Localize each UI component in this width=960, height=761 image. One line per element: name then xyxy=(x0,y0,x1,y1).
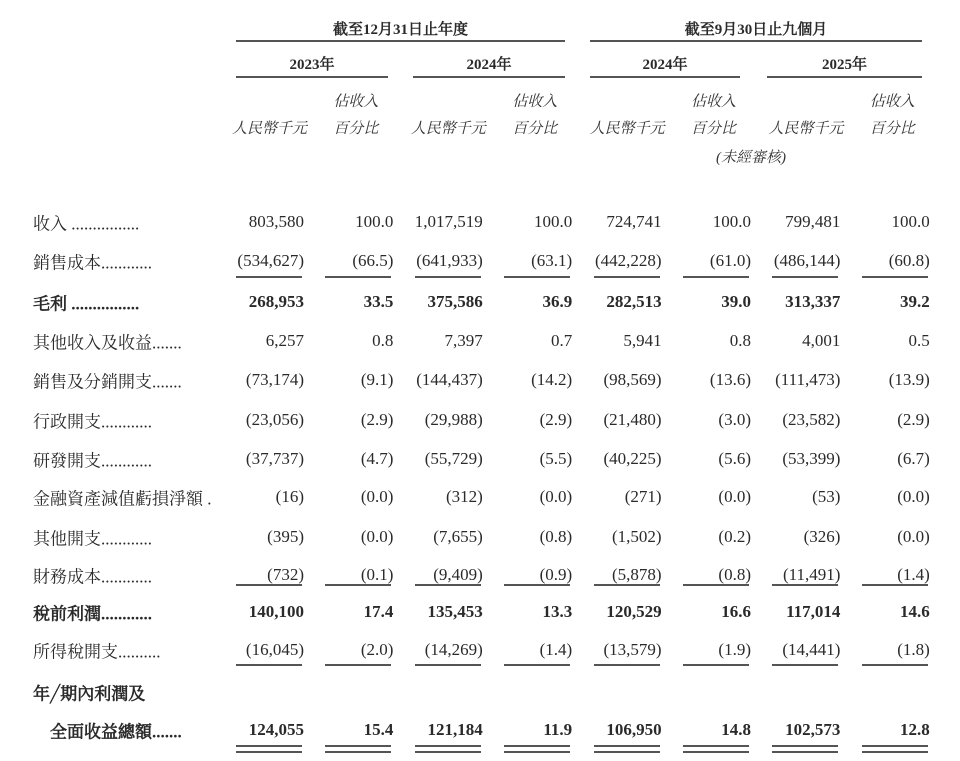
underline xyxy=(683,584,749,586)
table-cell: 6,257 xyxy=(265,331,304,350)
table-cell: (16,045) xyxy=(245,640,304,659)
table-cell: (0.8) xyxy=(718,565,751,584)
year-header: 2023年 xyxy=(289,57,335,73)
table-cell: (1.9) xyxy=(718,640,751,659)
row-label: 銷售成本............ xyxy=(33,253,152,273)
table-cell: (21,480) xyxy=(603,410,662,429)
divider xyxy=(413,76,565,78)
table-cell: 100.0 xyxy=(891,212,930,231)
table-cell: (13.9) xyxy=(888,370,930,389)
year-header: 2025年 xyxy=(821,57,867,73)
table-cell: (53,399) xyxy=(782,449,841,468)
table-cell: (53) xyxy=(812,487,841,506)
underline xyxy=(862,276,928,278)
double-underline xyxy=(325,751,391,753)
row-label: 財務成本............ xyxy=(33,567,152,587)
table-cell: 120,529 xyxy=(606,602,662,621)
table-cell: (14,441) xyxy=(782,640,841,659)
table-cell: (5.5) xyxy=(539,449,573,468)
table-cell: (0.0) xyxy=(360,487,394,506)
table-cell: 268,953 xyxy=(248,292,304,311)
underline xyxy=(236,276,302,278)
table-cell: 100.0 xyxy=(533,212,573,231)
table-cell: 135,453 xyxy=(427,602,483,621)
table-cell: (4.7) xyxy=(360,449,394,468)
table-cell: (29,988) xyxy=(424,410,483,429)
underline xyxy=(415,664,481,666)
table-cell: 12.8 xyxy=(900,720,930,739)
underline xyxy=(594,276,660,278)
table-cell: 7,397 xyxy=(444,331,483,350)
table-cell: (61.0) xyxy=(709,251,751,270)
table-cell: (60.8) xyxy=(888,251,930,270)
column-header-pct: 佔收入 xyxy=(333,94,379,110)
column-header-rmb: 人民幣千元 xyxy=(410,121,486,137)
table-cell: (534,627) xyxy=(237,251,304,270)
table-cell: 39.2 xyxy=(900,292,930,311)
table-cell: (0.9) xyxy=(539,565,573,584)
double-underline xyxy=(594,745,660,747)
table-cell: 11.9 xyxy=(543,720,573,739)
table-cell: (13,579) xyxy=(603,640,662,659)
table-cell: (23,056) xyxy=(245,410,304,429)
table-cell: 13.3 xyxy=(542,602,573,621)
column-header-pct: 百分比 xyxy=(333,121,379,137)
table-cell: 15.4 xyxy=(363,720,394,739)
double-underline xyxy=(772,745,838,747)
table-cell: 124,055 xyxy=(248,720,304,739)
unaudited-note: (未經審核) xyxy=(716,150,786,166)
table-cell: 14.6 xyxy=(900,602,930,621)
underline xyxy=(325,276,391,278)
table-cell: 102,573 xyxy=(785,720,841,739)
table-cell: 16.6 xyxy=(721,602,751,621)
double-underline xyxy=(415,751,481,753)
column-header-pct: 百分比 xyxy=(691,121,737,137)
table-cell: (0.2) xyxy=(718,527,751,546)
table-cell: (0.0) xyxy=(897,487,930,506)
underline xyxy=(862,584,928,586)
table-cell: (9,409) xyxy=(433,565,483,584)
table-cell: (2.9) xyxy=(897,410,930,429)
table-cell: (111,473) xyxy=(775,370,841,389)
table-cell: (7,655) xyxy=(433,527,483,546)
table-cell: 117,014 xyxy=(786,602,841,621)
column-header-rmb: 人民幣千元 xyxy=(589,121,665,137)
underline xyxy=(504,664,570,666)
table-cell: (23,582) xyxy=(782,410,841,429)
table-cell: (1.4) xyxy=(897,565,930,584)
table-cell: (641,933) xyxy=(416,251,483,270)
table-cell: (5.6) xyxy=(718,449,751,468)
table-cell: (1.8) xyxy=(897,640,930,659)
table-cell: (395) xyxy=(267,527,304,546)
table-cell: (66.5) xyxy=(352,251,394,270)
double-underline xyxy=(504,751,570,753)
table-cell: (0.1) xyxy=(360,565,394,584)
table-cell: (144,437) xyxy=(416,370,483,389)
table-cell: 106,950 xyxy=(606,720,662,739)
table-cell: (9.1) xyxy=(360,370,394,389)
table-cell: 36.9 xyxy=(542,292,573,311)
table-cell: (312) xyxy=(445,487,483,506)
underline xyxy=(504,584,570,586)
underline xyxy=(594,664,660,666)
table-cell: (98,569) xyxy=(603,370,662,389)
table-cell: (5,878) xyxy=(612,565,662,584)
double-underline xyxy=(862,751,928,753)
underline xyxy=(862,664,928,666)
row-label: 金融資產減值虧損淨額 . xyxy=(33,489,212,509)
table-cell: (732) xyxy=(267,565,304,584)
table-cell: 100.0 xyxy=(355,212,394,231)
table-cell: (0.0) xyxy=(360,527,394,546)
row-label: 全面收益總額....... xyxy=(33,722,182,742)
double-underline xyxy=(415,745,481,747)
table-cell: 803,580 xyxy=(248,212,304,231)
underline xyxy=(504,276,570,278)
table-cell: (13.6) xyxy=(709,370,751,389)
underline xyxy=(772,276,838,278)
underline xyxy=(325,664,391,666)
column-header-pct: 百分比 xyxy=(512,121,558,137)
underline xyxy=(683,664,749,666)
table-cell: (11,491) xyxy=(782,565,841,584)
group-header-nine-months: 截至9月30日止九個月 xyxy=(684,22,828,38)
table-cell: (40,225) xyxy=(603,449,662,468)
underline xyxy=(415,584,481,586)
table-cell: (55,729) xyxy=(424,449,483,468)
table-cell: 0.5 xyxy=(908,331,930,350)
table-cell: (442,228) xyxy=(595,251,662,270)
table-cell: (37,737) xyxy=(245,449,304,468)
table-cell: 14.8 xyxy=(721,720,751,739)
underline xyxy=(325,584,391,586)
underline xyxy=(236,584,302,586)
divider xyxy=(236,40,565,42)
underline xyxy=(236,664,302,666)
double-underline xyxy=(236,745,302,747)
column-header-pct: 百分比 xyxy=(869,121,915,137)
table-cell: (6.7) xyxy=(897,449,930,468)
column-header-pct: 佔收入 xyxy=(512,94,558,110)
divider xyxy=(767,76,922,78)
double-underline xyxy=(862,745,928,747)
table-cell: 0.8 xyxy=(729,331,751,350)
double-underline xyxy=(504,745,570,747)
column-header-rmb: 人民幣千元 xyxy=(768,121,844,137)
group-header-annual: 截至12月31日止年度 xyxy=(332,22,468,38)
table-cell: (0.0) xyxy=(539,487,573,506)
table-cell: 0.7 xyxy=(550,331,573,350)
table-cell: (2.9) xyxy=(360,410,394,429)
underline xyxy=(415,276,481,278)
table-cell: 140,100 xyxy=(248,602,304,621)
double-underline xyxy=(236,751,302,753)
table-cell: (0.0) xyxy=(718,487,751,506)
table-cell: (0.8) xyxy=(539,527,573,546)
table-cell: 100.0 xyxy=(712,212,751,231)
row-label: 稅前利潤............ xyxy=(33,604,152,624)
table-cell: 375,586 xyxy=(427,292,483,311)
divider xyxy=(590,76,740,78)
table-cell: (14.2) xyxy=(531,370,573,389)
table-cell: (486,144) xyxy=(773,251,841,270)
table-cell: (0.0) xyxy=(897,527,930,546)
row-label: 研發開支............ xyxy=(33,451,152,471)
divider xyxy=(236,76,388,78)
table-cell: 5,941 xyxy=(623,331,662,350)
table-cell: 1,017,519 xyxy=(414,212,483,231)
table-cell: 121,184 xyxy=(427,720,483,739)
row-label: 毛利 ................ xyxy=(33,294,140,314)
table-cell: 0.8 xyxy=(372,331,394,350)
column-header-rmb: 人民幣千元 xyxy=(232,121,308,137)
table-cell: 33.5 xyxy=(363,292,394,311)
divider xyxy=(590,40,922,42)
table-cell: 282,513 xyxy=(606,292,662,311)
table-cell: (16) xyxy=(275,487,304,506)
table-cell: 724,741 xyxy=(606,212,662,231)
underline xyxy=(594,584,660,586)
table-cell: (326) xyxy=(803,527,841,546)
row-label: 其他開支............ xyxy=(33,529,152,549)
column-header-pct: 佔收入 xyxy=(869,94,915,110)
underline xyxy=(683,276,749,278)
table-cell: (14,269) xyxy=(424,640,483,659)
table-cell: (1.4) xyxy=(539,640,573,659)
year-header: 2024年 xyxy=(466,57,512,73)
column-header-pct: 佔收入 xyxy=(691,94,737,110)
underline xyxy=(772,664,838,666)
table-cell: 39.0 xyxy=(721,292,751,311)
table-cell: 313,337 xyxy=(785,292,841,311)
double-underline xyxy=(683,745,749,747)
row-label: 年╱期內利潤及 xyxy=(33,684,146,704)
table-cell: (3.0) xyxy=(718,410,751,429)
table-cell: (1,502) xyxy=(612,527,662,546)
double-underline xyxy=(325,745,391,747)
table-cell: (73,174) xyxy=(245,370,304,389)
double-underline xyxy=(683,751,749,753)
row-label: 其他收入及收益....... xyxy=(33,333,182,353)
table-cell: (2.9) xyxy=(539,410,573,429)
row-label: 行政開支............ xyxy=(33,412,152,432)
table-cell: 799,481 xyxy=(785,212,841,231)
row-label: 收入 ................ xyxy=(33,214,140,234)
double-underline xyxy=(594,751,660,753)
underline xyxy=(772,584,838,586)
table-cell: 17.4 xyxy=(363,602,394,621)
double-underline xyxy=(772,751,838,753)
table-cell: (271) xyxy=(624,487,662,506)
table-cell: (2.0) xyxy=(360,640,394,659)
year-header: 2024年 xyxy=(642,57,688,73)
table-cell: (63.1) xyxy=(531,251,573,270)
row-label: 銷售及分銷開支....... xyxy=(33,372,182,392)
row-label: 所得稅開支.......... xyxy=(33,642,161,662)
table-cell: 4,001 xyxy=(802,331,841,350)
